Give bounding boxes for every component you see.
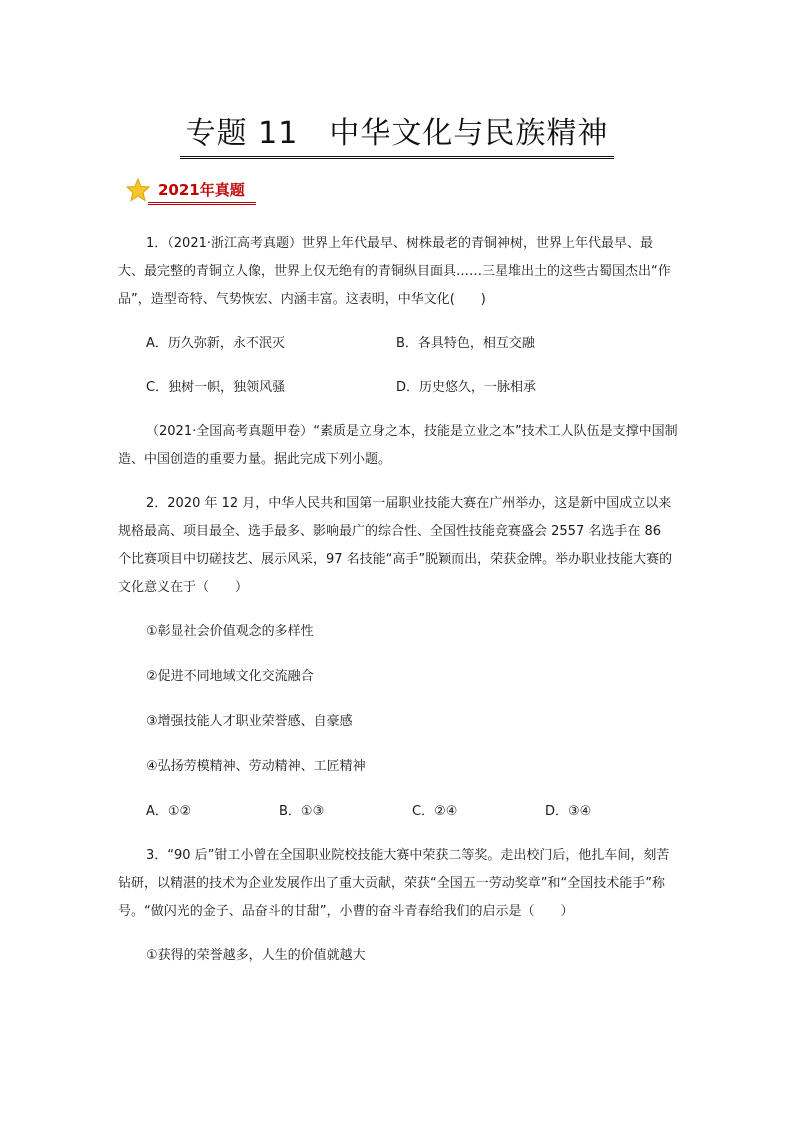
question-2-item-2: ②促进不同地域文化交流融合: [146, 669, 314, 684]
question-2-item-4: ④弘扬劳模精神、劳动精神、工匠精神: [146, 759, 366, 774]
question-2-option-b: B．①③: [279, 804, 325, 819]
question-1-stem: 1．（2021·浙江高考真题）世界上年代最早、树株最老的青铜神树，世界上年代最早、最大、最完整的青铜立人像，世界上仅无绝有的青铜纵目面具……三星堆出土的这些古蜀国杰出“作品”，造型奇特、气势恢宏、内涵丰富。这表明，中华文化( ): [118, 236, 671, 307]
page-title: 专题 11 中华文化与民族精神: [180, 108, 615, 159]
year-tag: [126, 176, 256, 206]
question-3-stem: 3．“90 后”钳工小曾在全国职业院校技能大赛中荣获二等奖。走出校门后，他扎车间，刻苦钻研，以精湛的技术为企业发展作出了重大贡献，荣获“全国五一劳动奖章”和“全国技术能手”称号。“做闪光的金子、品奋斗的甘甜”，小曹的奋斗青春给我们的启示是（ ）: [118, 848, 670, 919]
question-2-option-a: A．①②: [146, 804, 192, 819]
star-icon: [126, 178, 150, 202]
question-2-item-3: ③增强技能人才职业荣誉感、自豪感: [146, 714, 353, 729]
question-1-option-d: D．历史悠久，一脉相承: [396, 380, 537, 395]
question-2-option-c: C．②④: [412, 804, 458, 819]
question-2-options: [146, 798, 678, 826]
question-1-option-c: C．独树一帜，独领风骚: [146, 380, 286, 395]
question-3-item-1: ①获得的荣誉越多，人生的价值就越大: [146, 948, 366, 963]
question-1-options-row-1: [146, 330, 678, 358]
question-2-item-1: ①彰显社会价值观念的多样性: [146, 624, 314, 639]
shared-intro: （2021·全国高考真题甲卷）“素质是立身之本，技能是立业之本”技术工人队伍是支撑中国制造、中国创造的重要力量。据此完成下列小题。: [118, 424, 678, 467]
question-1-options-row-2: [146, 374, 678, 402]
year-label: 2021年真题: [158, 181, 245, 199]
year-underline: [148, 202, 256, 205]
content: [118, 230, 678, 987]
question-1-option-a: A．历久弥新，永不泯灭: [146, 336, 285, 351]
question-2-stem: 2．2020 年 12 月，中华人民共和国第一届职业技能大赛在广州举办，这是新中国成立以来规格最高、项目最全、选手最多、影响最广的综合性、全国性技能竞赛盛会 2557 名选手在 86 个比赛项目中切磋技艺、展示风采，97 名技能“高手”脱颖而出，荣获金牌。举办职业技能大赛的文化意义在于（ ）: [118, 496, 673, 595]
question-1-option-b: B．各具特色，相互交融: [396, 336, 535, 351]
title-wrap: [0, 108, 794, 159]
question-2-option-d: D．③④: [545, 804, 592, 819]
